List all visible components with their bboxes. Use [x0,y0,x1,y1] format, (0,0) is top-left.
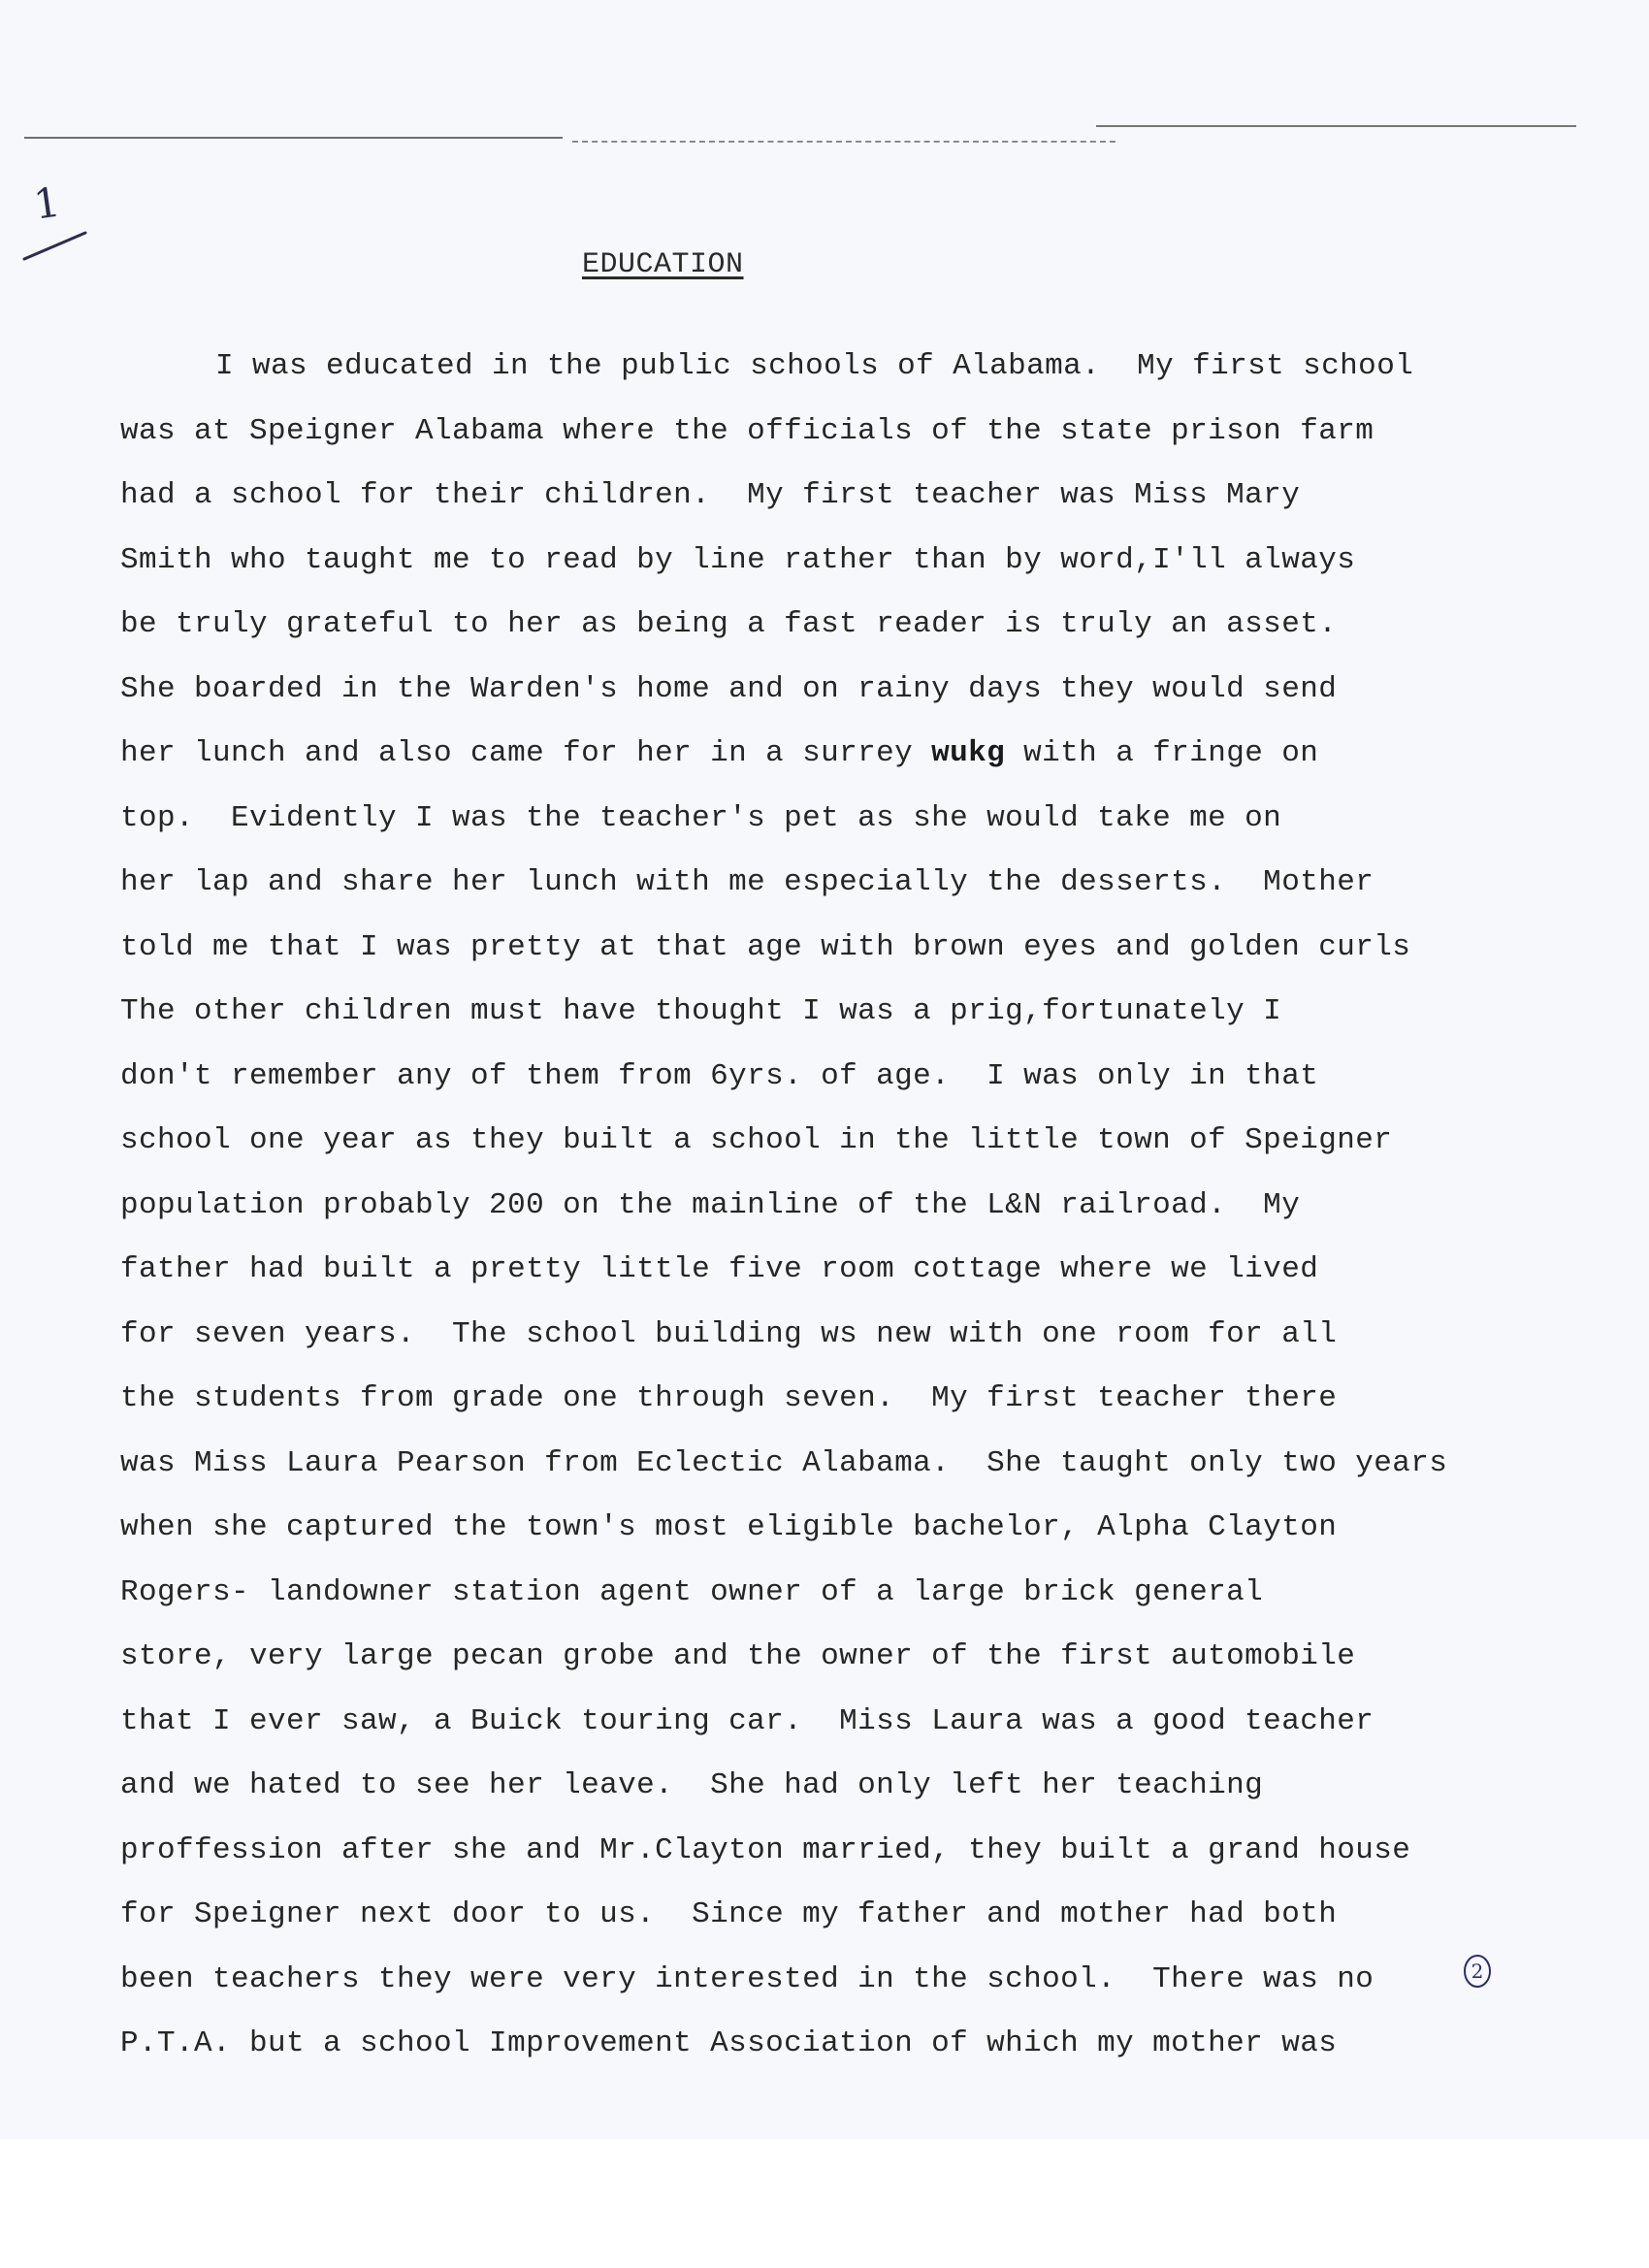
text-line: was at Speigner Alabama where the officials of the state prison farm [120,413,1374,448]
text-line: for seven years. The school building ws new with one room for all [120,1316,1338,1351]
text-line: don't remember any of them from 6yrs. of age. I was only in that [120,1058,1319,1093]
text-line: top. Evidently I was the teacher's pet as she would take me on [120,800,1282,835]
page-bottom-margin [0,2139,1649,2268]
text-line-part: her lunch and also came for her in a surrey [120,736,914,770]
body-text [120,335,1556,2077]
text-line: father had built a pretty little five room cottage where we lived [120,1252,1319,1286]
text-line: Rogers- landowner station agent owner of a large brick general [120,1574,1264,1609]
text-line: and we hated to see her leave. She had only left her teaching [120,1768,1264,1802]
text-line-with-overstrike [120,722,1556,787]
page-number-checkmark-icon [19,189,97,267]
text-line: proffession after she and Mr.Clayton married, they built a grand house [120,1832,1411,1867]
overstruck-word: wukg [931,736,1006,770]
text-line: Smith who taught me to read by line rather than by word,I'll always [120,542,1356,577]
margin-note-circled-icon [1461,1952,1494,1991]
text-line: The other children must have thought I was a prig,fortunately I [120,994,1282,1028]
text-line: She boarded in the Warden's home and on rainy days they would send [120,671,1338,706]
text-line: be truly grateful to her as being a fast reader is truly an asset. [120,607,1338,641]
text-line: that I ever saw, a Buick touring car. Miss Laura was a good teacher [120,1703,1374,1738]
text-line-part: with a fringe on [1005,736,1319,770]
text-line: P.T.A. but a school Improvement Association of which my mother was [120,2026,1338,2060]
text-line: had a school for their children. My first teacher was Miss Mary [120,478,1301,512]
text-line: when she captured the town's most eligible bachelor, Alpha Clayton [120,1510,1338,1544]
text-line: for Speigner next door to us. Since my father and mother had both [120,1897,1338,1931]
text-line: her lap and share her lunch with me especially the desserts. Mother [120,865,1374,899]
page-title: EDUCATION [582,248,744,281]
text-line: the students from grade one through seven. My first teacher there [120,1381,1338,1415]
text-line: told me that I was pretty at that age with brown eyes and golden curls [120,929,1411,964]
top-rule-left [24,137,563,139]
text-line: store, very large pecan grobe and the owner of the first automobile [120,1639,1356,1673]
top-rule-right [1096,125,1576,127]
text-line: population probably 200 on the mainline of the L&N railroad. My [120,1187,1301,1222]
handwritten-page-number: 1 [30,178,64,229]
text-line: was Miss Laura Pearson from Eclectic Alabama. She taught only two years [120,1445,1448,1480]
text-line: been teachers they were very interested in the school. There was no [120,1961,1374,1996]
text-line: school one year as they built a school in the little town of Speigner [120,1123,1393,1157]
text-line: I was educated in the public schools of Alabama. My first school [215,349,1414,383]
top-rule-middle [572,141,1116,143]
margin-note-text: 2 [1471,1960,1484,1983]
